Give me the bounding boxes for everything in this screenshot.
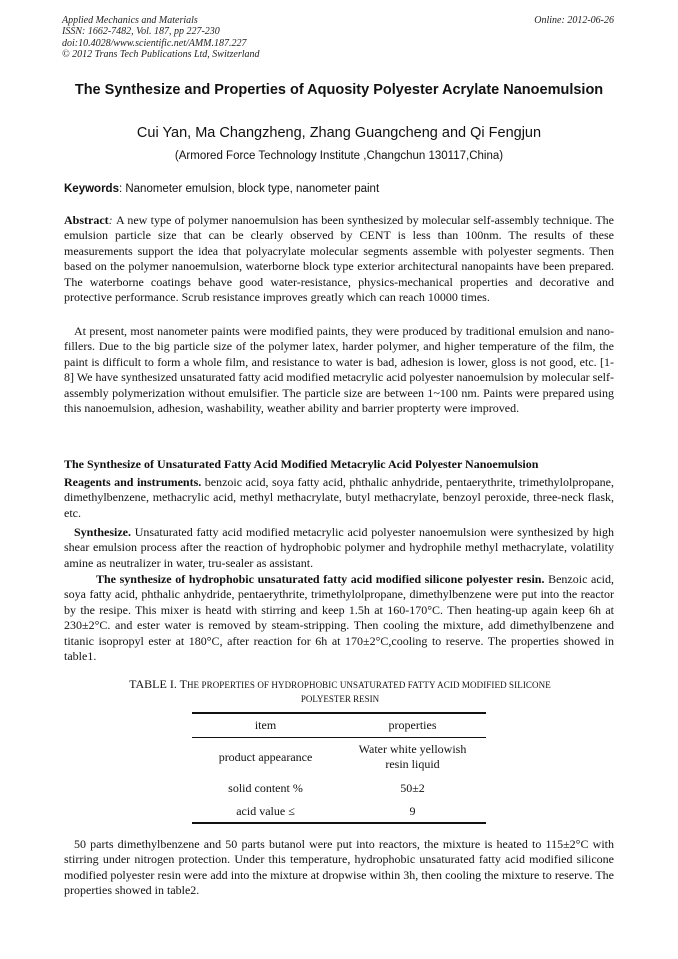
table-caption-title: HE PROPERTIES OF HYDROPHOBIC UNSATURATED FATTY ACID MODIFIED SILICONE [186, 680, 551, 690]
final-paragraph: 50 parts dimethylbenzene and 50 parts butanol were put into reactors, the mixture is heated to 115±2°C with stirring under nitrogen protection. Under this temperature, hydrophobic unsaturated fatty acid modified silicone modified polyester resin were add into the mixture at dropwise within 3h, then cooling the mixture to reserve. The properties showed in table2. [64, 837, 614, 898]
table-cell: 9 [339, 801, 486, 823]
table-row [192, 801, 486, 823]
abstract-colon: : [108, 213, 116, 227]
table-caption-line2: POLYESTER RESIN [300, 694, 380, 704]
abstract-text: A new type of polymer nanoemulsion has been synthesized by molecular self-assembly technique. The emulsion particle size that can be clearly observed by CENT is less than 100nm. The results of these measurements support the idea that polyacrylate molecular segments assemble with polyester segments. Then based on the polymer nanoemulsion, waterborne block type exterior architectural nanopaints have been prepared. The waterborne coatings behave good water-resistance, physics-mechanical properties and decorative and protective performance. Scrub resistance improves greatly which can reach 10000 times. [64, 213, 614, 305]
reagents-text: benzoic acid, soya fatty acid, phthalic anhydride, pentaerythrite, trimethylolpropane, dimethylbenzene, methacrylic acid, methyl methacrylate, butyl methacrylate, benzoyl peroxide, three-neck flask, etc. [64, 475, 615, 520]
properties-table [192, 712, 486, 824]
journal-copyright: © 2012 Trans Tech Publications Ltd, Switzerland [62, 48, 260, 60]
synthesize-text: Unsaturated fatty acid modified metacrylic acid polyester nanoemulsion were synthesized by high shear emulsion process after the reaction of hydrophobic polymer and hydrophile methyl methacrylate, volatility amine as neutralizer in water, tru-sealer as assistant. [64, 525, 614, 570]
reagents-paragraph [64, 475, 614, 521]
table-row [192, 738, 486, 777]
keywords-line [64, 183, 616, 195]
table-cell: 50±2 [400, 781, 425, 795]
paper-affiliation: (Armored Force Technology Institute ,Changchun 130117,China) [174, 150, 504, 162]
table-header-row [192, 713, 486, 738]
synthesize-label: Synthesize. [74, 525, 131, 539]
table-caption-prefix: TABLE I. T [129, 677, 187, 691]
table-caption [64, 677, 616, 706]
paper-title: The Synthesize and Properties of Aquosity Polyester Acrylate Nanoemulsion [74, 82, 604, 98]
journal-issn: ISSN: 1662-7482, Vol. 187, pp 227-230 [62, 26, 220, 38]
resin-paragraph [64, 572, 614, 664]
table-header-item: item [192, 713, 339, 738]
keywords-text: : Nanometer emulsion, block type, nanometer paint [118, 183, 380, 195]
table-header-properties: properties [339, 713, 486, 738]
reagents-label: Reagents and instruments. [64, 475, 202, 489]
journal-name: Applied Mechanics and Materials [62, 15, 198, 26]
section-heading: The Synthesize of Unsaturated Fatty Acid Modified Metacrylic Acid Polyester Nanoemulsion [64, 457, 539, 471]
table-cell: Water white yellowish resin liquid [358, 742, 467, 771]
table-row [192, 776, 486, 801]
journal-doi: doi:10.4028/www.scientific.net/AMM.187.227 [62, 37, 247, 49]
synthesize-paragraph [64, 525, 614, 571]
journal-metadata [62, 15, 260, 60]
table-cell: acid value ≤ [192, 801, 339, 823]
intro-paragraph: At present, most nanometer paints were modified paints, they were produced by traditional emulsion and nano-fillers. Due to the big particle size of the polymer latex, harder polymer, and higher temperature of the film, the paint is difficult to form a whole film, and resistance to water is bad, adhesion is lower, gloss is not good, etc. [1-8] We have synthesized unsaturated fatty acid modified metacrylic acid polyester nanoemulsion by molecular self-assembly polymerization without emulsifier. The particle size are between 1~100 nm. Paints were prepared using this nanoemulsion, adhesion, washability, weather ability and barrier propterty were improved. [64, 324, 614, 416]
abstract-label: Abstract [64, 213, 109, 227]
abstract-paragraph [64, 213, 614, 305]
paper-authors: Cui Yan, Ma Changzheng, Zhang Guangcheng and Qi Fengjun [136, 125, 542, 141]
table-cell: product appearance [218, 749, 313, 764]
table-cell: solid content % [228, 781, 303, 795]
resin-text: Benzoic acid, soya fatty acid, phthalic anhydride, pentaerythrite, trimethylolpropane, dimethylbenzene were put into the reactor by the resipe. This mixer is heatd with stirring and keep 1.5h at 160-170°C. Then heating-up again keep 6h at 230±2°C. and ester water is removed by steam-stripping. Then cooling the mixture, add dimethylbenzene and titanic isopropyl ester at 180°C, after reaction for 6h at 170±2°C,cooling to reserve. The properties showed in table1. [64, 572, 614, 664]
resin-label: The synthesize of hydrophobic unsaturated fatty acid modified silicone polyester resin. [96, 572, 545, 586]
keywords-label: Keywords [64, 183, 119, 195]
online-date: Online: 2012-06-26 [534, 15, 614, 26]
